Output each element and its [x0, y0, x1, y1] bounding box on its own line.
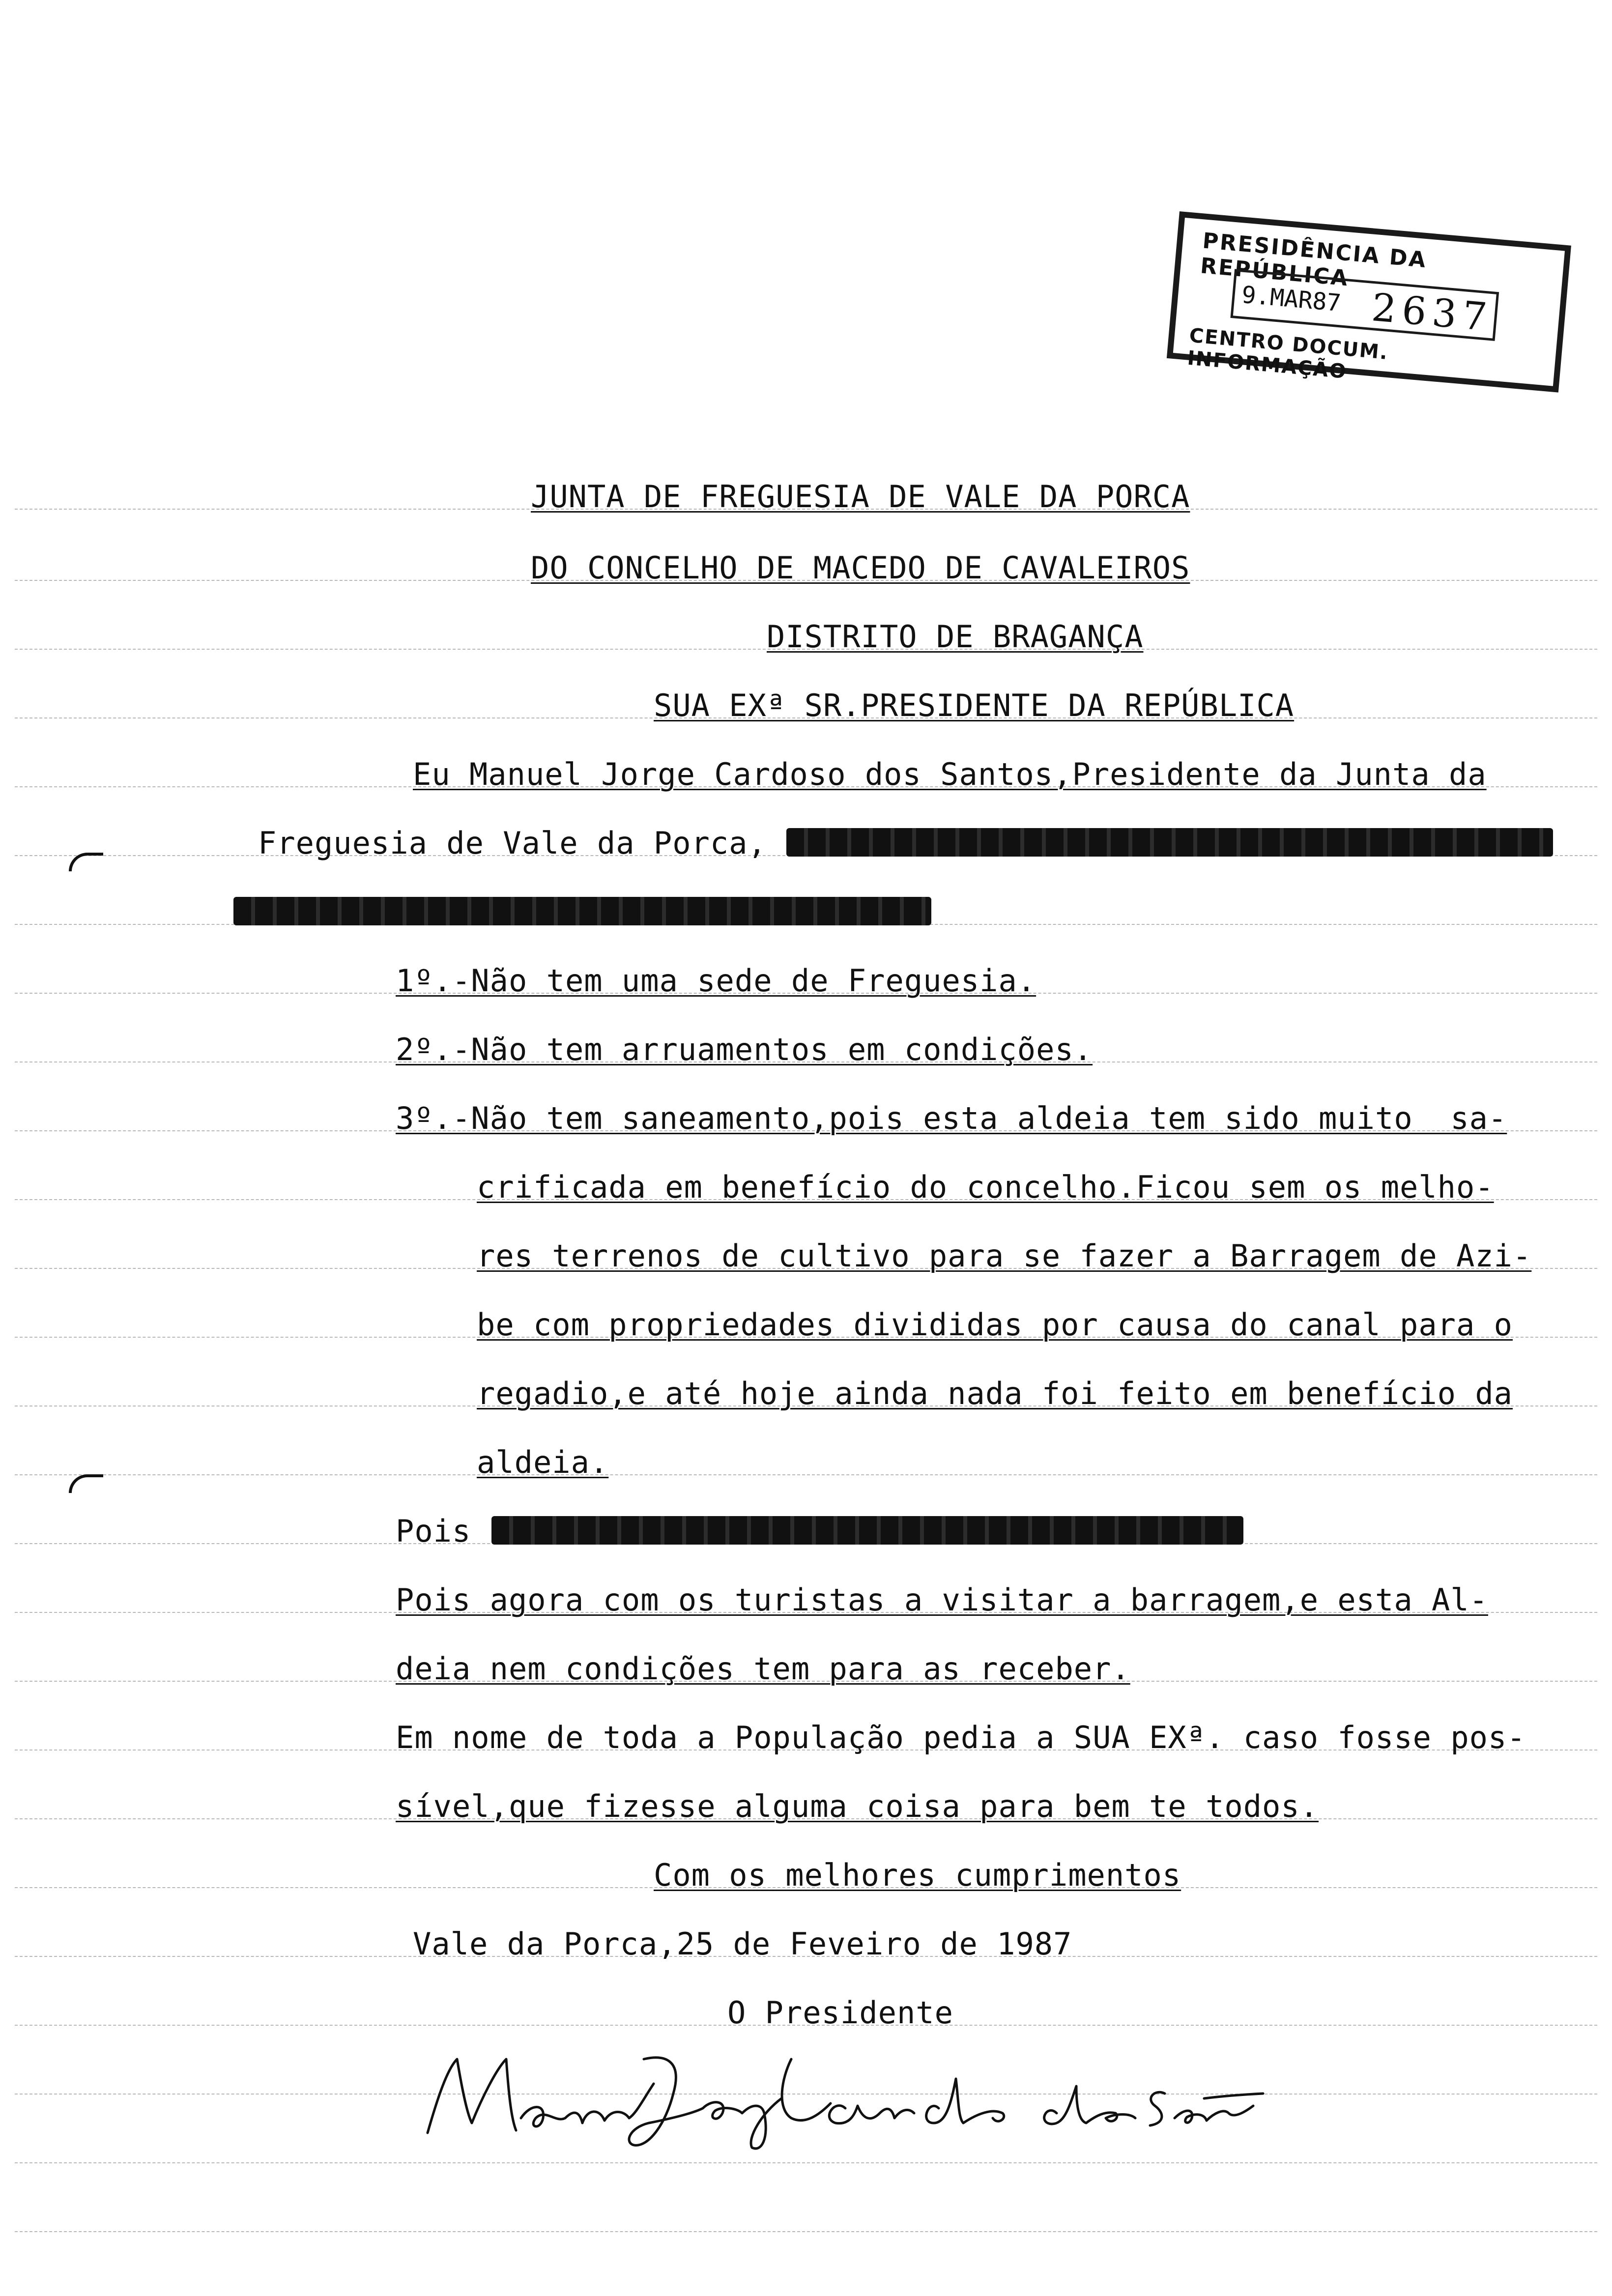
place-and-date: Vale da Porca,25 de Feveiro de 1987	[413, 1926, 1072, 1962]
stamp-number: 2637	[1370, 286, 1495, 341]
list-item-continued: crificada em benefício do concelho.Ficou sem os melho-	[477, 1169, 1494, 1205]
list-item: 1º.-Não tem uma sede de Freguesia.	[396, 963, 1036, 999]
margin-mark	[69, 1474, 103, 1493]
redacted-text	[786, 828, 1553, 857]
list-item-continued: regadio,e até hoje ainda nada foi feito em benefício da	[477, 1376, 1513, 1411]
list-item-continued: aldeia.	[477, 1444, 609, 1480]
stamp-footer: CENTRO DOCUM. INFORMAÇÃO	[1186, 324, 1389, 383]
rule-line	[15, 2231, 1597, 2232]
redacted-text	[491, 1516, 1243, 1545]
reception-stamp	[1167, 211, 1571, 393]
list-item: 3º.-Não tem saneamento,pois esta aldeia tem sido muito sa-	[396, 1100, 1507, 1136]
paragraph-line: Em nome de toda a População pedia a SUA EXª. caso fosse pos-	[396, 1720, 1526, 1755]
signatory-title: O Presidente	[727, 1995, 953, 2031]
list-item-continued: res terrenos de cultivo para se fazer a Barragem de Azi-	[477, 1238, 1532, 1274]
header-line: JUNTA DE FREGUESIA DE VALE DA PORCA	[531, 479, 1190, 515]
addressee-line: SUA EXª SR.PRESIDENTE DA REPÚBLICA	[654, 688, 1295, 723]
paragraph-line: Pois agora com os turistas a visitar a barragem,e esta Al-	[396, 1582, 1488, 1618]
header-line: DO CONCELHO DE MACEDO DE CAVALEIROS	[531, 550, 1190, 586]
list-item-continued: be com propriedades divididas por causa do canal para o	[477, 1307, 1513, 1343]
rule-line	[15, 2162, 1597, 2163]
rule-line	[15, 1474, 1597, 1475]
redacted-text	[233, 897, 931, 925]
intro-line: Eu Manuel Jorge Cardoso dos Santos,Presidente da Junta da	[413, 756, 1487, 792]
closing-greeting: Com os melhores cumprimentos	[654, 1857, 1181, 1893]
intro-line: Freguesia de Vale da Porca,	[258, 825, 767, 861]
list-item: 2º.-Não tem arruamentos em condições.	[396, 1032, 1093, 1067]
stamp-header: PRESIDÊNCIA DA REPÚBLICA	[1199, 228, 1428, 291]
header-line: DISTRITO DE BRAGANÇA	[767, 619, 1144, 655]
handwritten-signature	[418, 2039, 1278, 2152]
paragraph-line: Pois	[396, 1513, 471, 1549]
stamp-date: 9.MAR87	[1240, 281, 1342, 317]
paragraph-line: deia nem condições tem para as receber.	[396, 1651, 1130, 1687]
paragraph-line: sível,que fizesse alguma coisa para bem te todos.	[396, 1788, 1319, 1824]
